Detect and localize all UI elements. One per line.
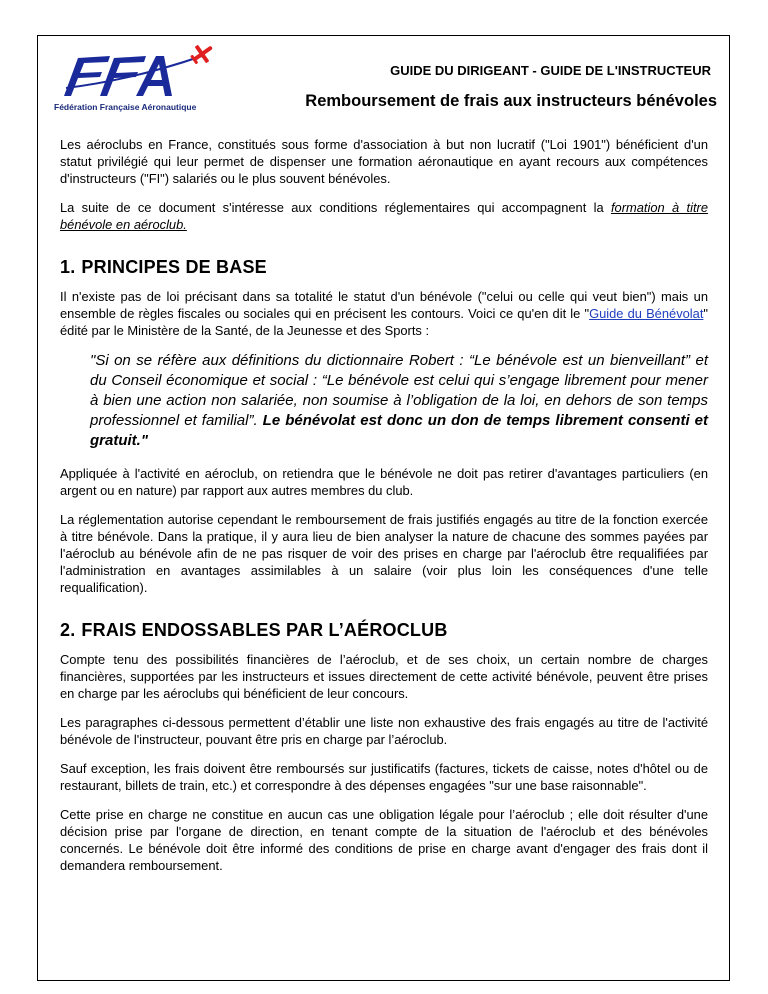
intro-paragraph-1: Les aéroclubs en France, constitués sous forme d'association à but non lucratif ("Loi 1901") bénéficient d'un statut privilégié qui leur permet de dispenser une formation aéronautique en ayant recours aux compétences d'instructeurs ("FI") salariés ou le plus souvent bénévoles. — [60, 137, 708, 186]
section-2-paragraph-3: Sauf exception, les frais doivent être remboursés sur justificatifs (factures, tickets de caisse, notes d'hôtel ou de restaurant, billets de train, etc.) et correspondre à des dépenses engagées "sur une base raisonnable". — [60, 761, 708, 793]
quote-text: "Si on se réfère aux définitions du dictionnaire Robert : “Le bénévole est un bienveillant” et du Conseil économique et social : “Le bénévole est celui qui s’engage librement pour mener à bien une action non salariée, non soumise à l’obligation de la loi, en dehors de son temps professionnel et familial”. — [90, 352, 708, 429]
logo-caption: Fédération Française Aéronautique — [54, 102, 197, 112]
quote-bold-text: Le bénévolat est donc un don de temps librement consenti et gratuit." — [90, 412, 708, 449]
section-1-paragraph-1-tail: " édité par le Ministère de la Santé, de la Jeunesse et des Sports : — [60, 306, 708, 338]
section-1-paragraph-2: Appliquée à l'activité en aéroclub, on retiendra que le bénévole ne doit pas retirer d'avantages particuliers (en argent ou en nature) par rapport aux autres membres du club. — [60, 466, 708, 498]
guide-du-benevolat-link[interactable]: Guide du Bénévolat — [589, 306, 704, 321]
section-2-paragraph-1: Compte tenu des possibilités financières de l’aéroclub, et de ses choix, un certain nombre de charges financières, supportées par les instructeurs et issues directement de cette activité bénévole, peuvent être prises en charge par les aéroclubs qui bénéficient de leur concours. — [60, 652, 708, 701]
section-2-title: FRAIS ENDOSSABLES PAR L’AÉROCLUB — [81, 620, 448, 640]
section-2-paragraph-2: Les paragraphes ci-dessous permettent d’établir une liste non exhaustive des frais engagés au titre de l'activité bénévole de l'instructeur, pouvant être pris en charge par l’aéroclub. — [60, 715, 708, 747]
guide-title: GUIDE DU DIRIGEANT - GUIDE DE L'INSTRUCTEUR — [390, 63, 711, 78]
ffa-logo — [52, 44, 222, 116]
intro-paragraph-2 — [60, 199, 708, 233]
document-body — [60, 136, 708, 886]
section-2-paragraph-4: Cette prise en charge ne constitue en aucun cas une obligation légale pour l’aéroclub ; elle doit résulter d'une décision prise par l'organe de direction, en tenant compte de la situation de l'aéroclub et des bénévoles concernés. Le bénévole doit être informé des conditions de prise en charge avant d'engager des frais dont il demandera remboursement. — [60, 807, 708, 873]
intro-emphasis: formation à titre bénévole en aéroclub. — [60, 200, 708, 232]
document-title: Remboursement de frais aux instructeurs bénévoles — [305, 92, 717, 110]
page-frame — [37, 35, 730, 981]
section-2-number: 2. — [60, 620, 76, 640]
section-2-heading — [60, 622, 708, 639]
document-header — [38, 36, 729, 124]
section-1-title: PRINCIPES DE BASE — [81, 257, 267, 277]
section-1-paragraph-1-text: Il n'existe pas de loi précisant dans sa totalité le statut d'un bénévole ("celui ou celle qui veut bien") mais un ensemble de règles fiscales ou sociales qui en précisent les contours. Voici ce qu'en dit le " — [60, 289, 708, 321]
section-1-number: 1. — [60, 257, 76, 277]
section-1-paragraph-3: La réglementation autorise cependant le remboursement de frais justifiés engagés au titre de la fonction exercée à titre bénévole. Dans la pratique, il y aura lieu de bien analyser la nature de chacune des sommes payées par l'aéroclub au bénévole afin de ne pas risquer de voir des prises en charge par l'aéroclub être requalifiées par l'administration en avantages assimilables à un salaire (voir plus loin les conséquences d'une telle requalification). — [60, 512, 708, 595]
benevolat-quote — [90, 351, 708, 451]
section-1-heading — [60, 259, 708, 276]
ffa-logo-graphic — [52, 44, 222, 104]
section-1-paragraph-1 — [60, 288, 708, 339]
intro-paragraph-2-text: La suite de ce document s'intéresse aux conditions réglementaires qui accompagnent la — [60, 200, 611, 215]
